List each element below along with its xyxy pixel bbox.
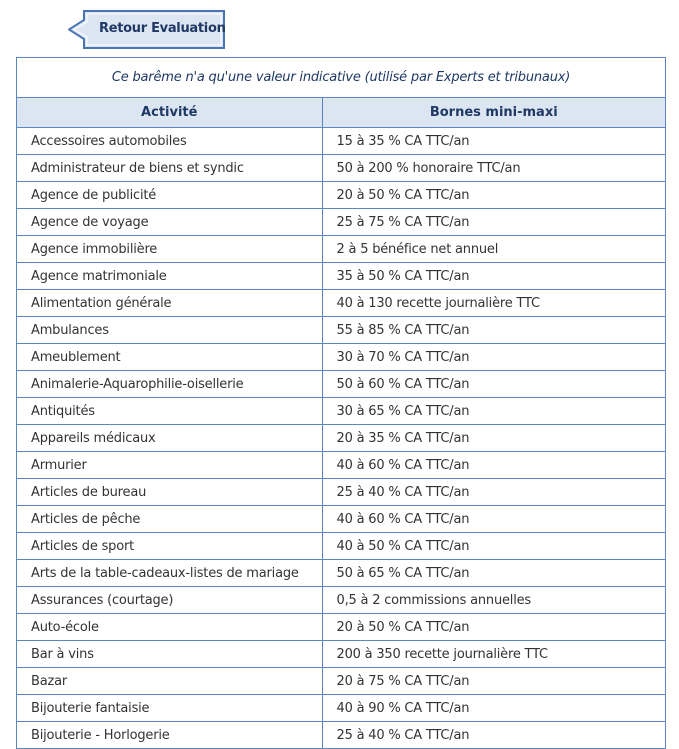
activity-cell: Bazar xyxy=(17,668,322,695)
range-cell: 20 à 50 % CA TTC/an xyxy=(322,614,665,641)
header-activity: Activité xyxy=(17,98,322,128)
table-row xyxy=(17,533,665,560)
range-cell: 55 à 85 % CA TTC/an xyxy=(322,317,665,344)
range-cell: 30 à 70 % CA TTC/an xyxy=(322,344,665,371)
table-row xyxy=(17,587,665,614)
range-cell: 25 à 75 % CA TTC/an xyxy=(322,209,665,236)
activity-cell: Accessoires automobiles xyxy=(17,128,322,155)
activity-cell: Administrateur de biens et syndic xyxy=(17,155,322,182)
range-cell: 2 à 5 bénéfice net annuel xyxy=(322,236,665,263)
table-row xyxy=(17,398,665,425)
table-row xyxy=(17,641,665,668)
activity-cell: Ameublement xyxy=(17,344,322,371)
range-cell: 40 à 130 recette journalière TTC xyxy=(322,290,665,317)
activity-cell: Articles de bureau xyxy=(17,479,322,506)
table-row xyxy=(17,668,665,695)
table-row xyxy=(17,425,665,452)
header-range: Bornes mini-maxi xyxy=(322,98,665,128)
table-caption: Ce barême n'a qu'une valeur indicative (utilisé par Experts et tribunaux) xyxy=(17,58,665,98)
range-cell: 30 à 65 % CA TTC/an xyxy=(322,398,665,425)
back-to-evaluation-button[interactable] xyxy=(68,10,225,49)
table-row xyxy=(17,479,665,506)
table-row xyxy=(17,344,665,371)
activity-cell: Ambulances xyxy=(17,317,322,344)
table-row xyxy=(17,155,665,182)
range-cell: 35 à 50 % CA TTC/an xyxy=(322,263,665,290)
table-header-row xyxy=(17,98,665,128)
table-row xyxy=(17,128,665,155)
range-cell: 20 à 75 % CA TTC/an xyxy=(322,668,665,695)
table-row xyxy=(17,317,665,344)
table-row xyxy=(17,263,665,290)
table-row xyxy=(17,290,665,317)
range-cell: 0,5 à 2 commissions annuelles xyxy=(322,587,665,614)
table-row xyxy=(17,614,665,641)
back-button-label: Retour Evaluation xyxy=(99,21,226,36)
range-cell: 40 à 60 % CA TTC/an xyxy=(322,506,665,533)
range-cell: 50 à 60 % CA TTC/an xyxy=(322,371,665,398)
activity-cell: Bar à vins xyxy=(17,641,322,668)
range-cell: 50 à 65 % CA TTC/an xyxy=(322,560,665,587)
activity-cell: Agence de voyage xyxy=(17,209,322,236)
activity-cell: Bijouterie fantaisie xyxy=(17,695,322,722)
activity-cell: Agence immobilière xyxy=(17,236,322,263)
table-row xyxy=(17,371,665,398)
range-cell: 20 à 50 % CA TTC/an xyxy=(322,182,665,209)
activity-cell: Appareils médicaux xyxy=(17,425,322,452)
range-cell: 40 à 60 % CA TTC/an xyxy=(322,452,665,479)
activity-cell: Articles de pêche xyxy=(17,506,322,533)
range-cell: 20 à 35 % CA TTC/an xyxy=(322,425,665,452)
table-row xyxy=(17,506,665,533)
activity-cell: Arts de la table-cadeaux-listes de mariage xyxy=(17,560,322,587)
table-row xyxy=(17,452,665,479)
activity-cell: Articles de sport xyxy=(17,533,322,560)
range-cell: 25 à 40 % CA TTC/an xyxy=(322,722,665,749)
table-row xyxy=(17,209,665,236)
range-cell: 50 à 200 % honoraire TTC/an xyxy=(322,155,665,182)
range-cell: 15 à 35 % CA TTC/an xyxy=(322,128,665,155)
activity-cell: Antiquités xyxy=(17,398,322,425)
activity-cell: Assurances (courtage) xyxy=(17,587,322,614)
range-cell: 40 à 90 % CA TTC/an xyxy=(322,695,665,722)
range-cell: 25 à 40 % CA TTC/an xyxy=(322,479,665,506)
activity-cell: Agence matrimoniale xyxy=(17,263,322,290)
valuation-scale-table xyxy=(16,57,666,749)
activity-cell: Animalerie-Aquarophilie-oisellerie xyxy=(17,371,322,398)
table-row xyxy=(17,182,665,209)
activity-cell: Auto-école xyxy=(17,614,322,641)
activity-cell: Alimentation générale xyxy=(17,290,322,317)
activity-cell: Bijouterie - Horlogerie xyxy=(17,722,322,749)
activity-cell: Armurier xyxy=(17,452,322,479)
table-row xyxy=(17,695,665,722)
table-row xyxy=(17,560,665,587)
range-cell: 200 à 350 recette journalière TTC xyxy=(322,641,665,668)
range-cell: 40 à 50 % CA TTC/an xyxy=(322,533,665,560)
activity-cell: Agence de publicité xyxy=(17,182,322,209)
table-row xyxy=(17,236,665,263)
table-row xyxy=(17,722,665,749)
